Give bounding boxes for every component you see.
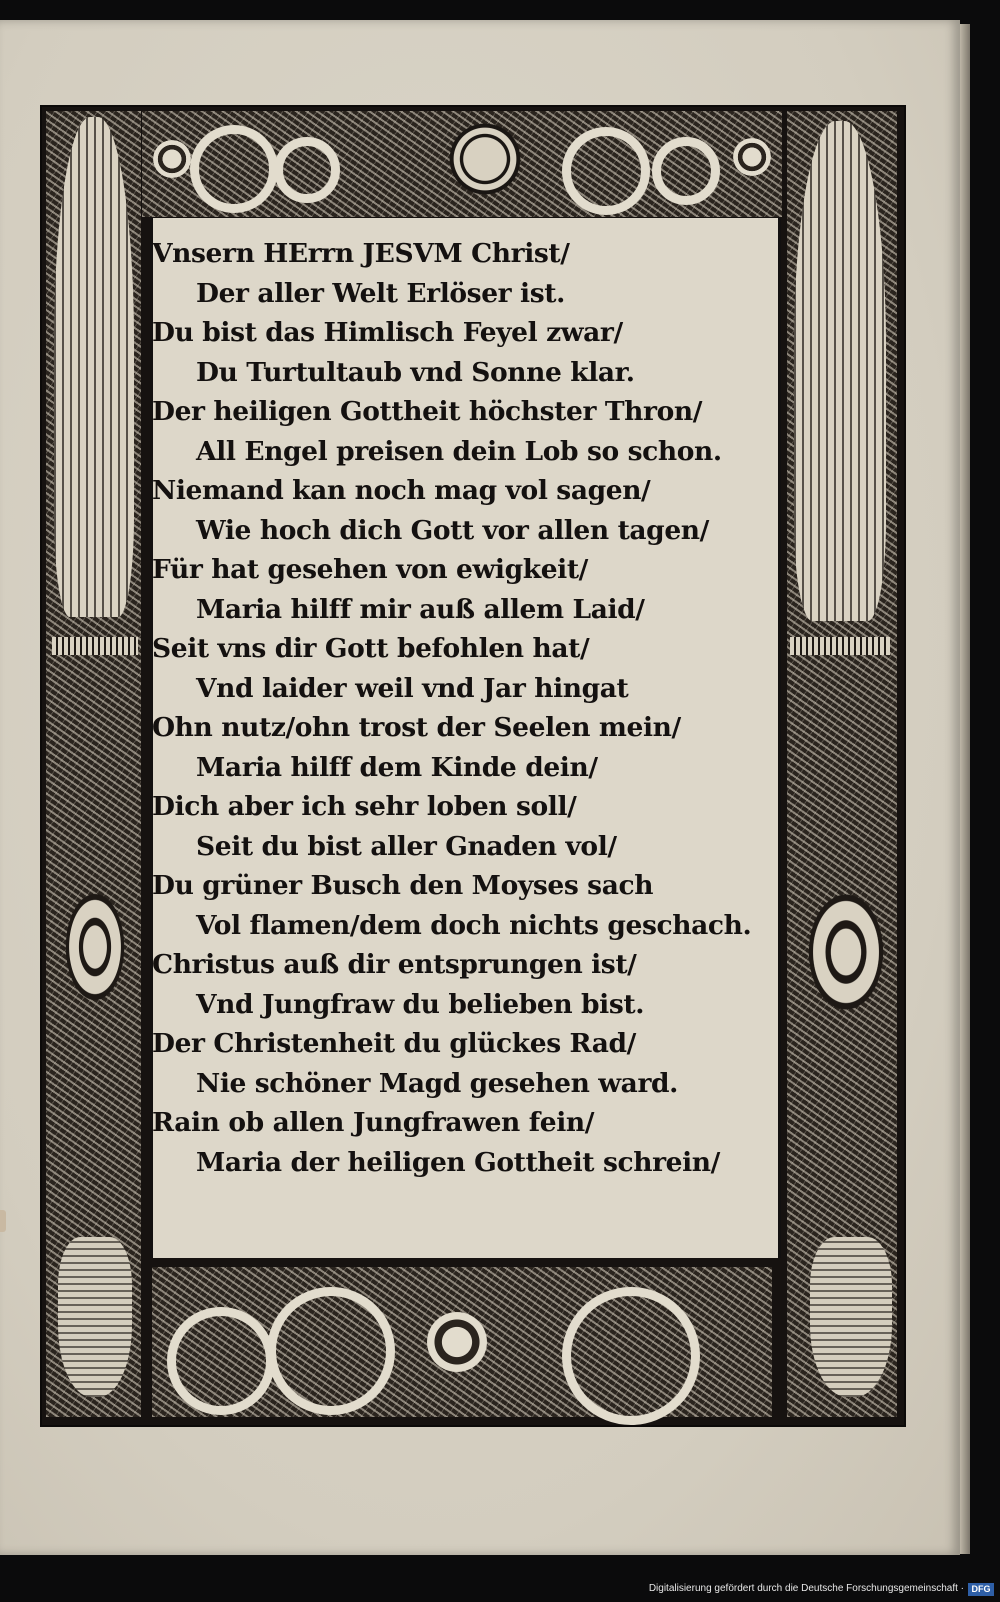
standing-figure-right [794,121,886,621]
verse-line: Vnd laider weil vnd Jar hingat [196,672,629,704]
verse-line: Wie hoch dich Gott vor allen tagen/ [196,514,709,546]
scroll-ornament [652,137,720,205]
verse-line: Dich aber ich sehr loben soll/ [152,791,577,822]
digitization-credit: Digitalisierung gefördert durch die Deutsche Forschungsgemeinschaft · [648,1583,964,1594]
verse-line: Der heiligen Gottheit höchster Thron/ [152,396,703,427]
verse-line: Ohn nutz/ohn trost der Seelen mein/ [152,712,681,743]
scroll-ornament [274,137,340,203]
verse-line: Du grüner Busch den Moyses sach [152,870,654,901]
page-edge [960,24,970,1554]
standing-figure-left [54,117,134,617]
verse-line: Vnsern HErrn JESVM Christ/ [152,238,570,269]
column-capital-left [52,637,138,655]
vase-ornament-left [58,1237,132,1397]
scroll-ornament [190,125,278,213]
verse-line: Christus auß dir entsprungen ist/ [152,949,637,980]
verse-line: Rain ob allen Jungfrawen fein/ [152,1107,595,1138]
verse-line: Der aller Welt Erlöser ist. [196,277,565,309]
scroll-ornament [167,1307,275,1415]
verse-line: Vol flamen/dem doch nichts geschach. [196,909,752,941]
verse-line: Nie schöner Magd gesehen ward. [196,1067,678,1099]
verse-line: Der Christenheit du glückes Rad/ [152,1028,636,1059]
page-clip [0,1210,6,1232]
verse-line: Du bist das Himlisch Feyel zwar/ [152,317,623,348]
sun-face-ornament [445,119,525,199]
column-capital-right [790,637,890,655]
scroll-ornament [562,127,650,215]
flower-ornament [422,1307,492,1377]
dfg-logo: DFG [968,1583,994,1596]
verse-line: Maria der heiligen Gottheit schrein/ [196,1146,720,1178]
flower-ornament [150,137,194,181]
scroll-ornament [562,1287,700,1425]
verse-line: Du Turtultaub vnd Sonne klar. [196,356,635,388]
verse-line: Seit du bist aller Gnaden vol/ [196,830,617,862]
flower-ornament [730,135,774,179]
verse-line: Vnd Jungfraw du belieben bist. [196,988,645,1020]
verse-line: All Engel preisen dein Lob so schon. [196,435,722,467]
shield-ornament-right [804,887,888,1017]
scroll-ornament [267,1287,395,1415]
shield-ornament-left [62,887,128,1007]
verse-line: Seit vns dir Gott befohlen hat/ [152,633,590,664]
vase-ornament-right [810,1237,892,1397]
verse-line: Maria hilff mir auß allem Laid/ [196,593,645,625]
verse-block [152,234,777,1182]
verse-line: Für hat gesehen von ewigkeit/ [152,554,588,585]
verse-line: Maria hilff dem Kinde dein/ [196,751,598,783]
verse-line: Niemand kan noch mag vol sagen/ [152,475,651,506]
